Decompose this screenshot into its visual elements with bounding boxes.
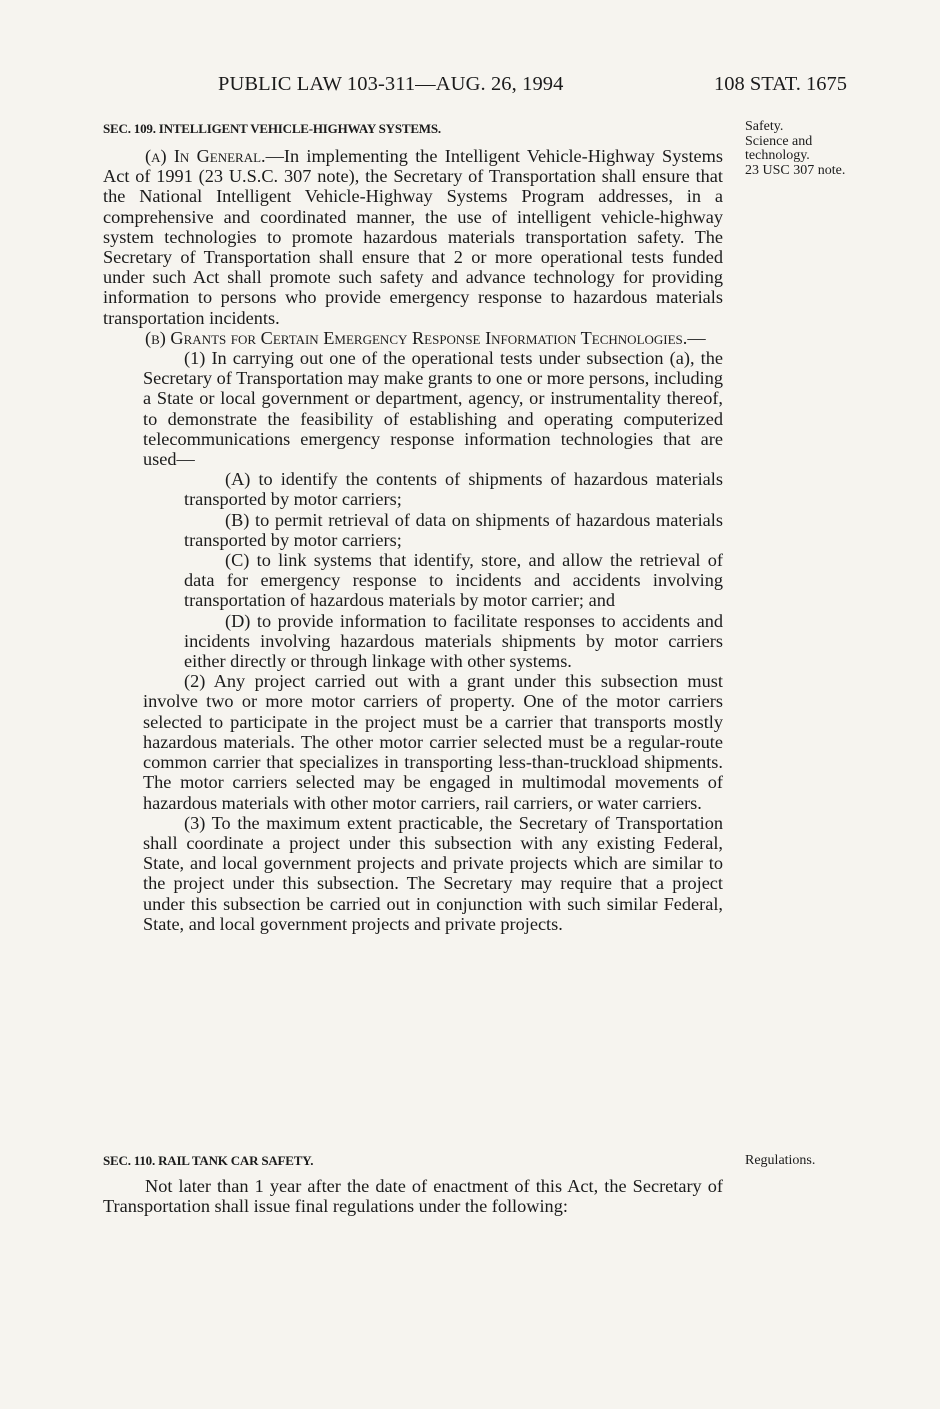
clause-A-text: (A) to identify the contents of shipments of hazardous materials transported by motor carriers; <box>184 469 723 510</box>
subsection-b-dash: — <box>687 327 706 348</box>
subsection-b-label: (b) Grants for Certain Emergency Response Information Technologies. <box>145 327 688 348</box>
section-109-heading: SEC. 109. INTELLIGENT VEHICLE-HIGHWAY SYSTEMS. <box>103 121 441 136</box>
margin-note-usc: 23 USC 307 note. <box>745 162 846 178</box>
section-110-text: Not later than 1 year after the date of enactment of this Act, the Secretary of Transportation shall issue final regulations under the following: <box>103 1176 723 1217</box>
paragraph-b2-text: (2) Any project carried out with a grant under this subsection must involve two or more motor carriers of property. One of the motor carriers selected to participate in the project must be a carrier that transports mostly hazardous materials. The other motor carrier selected must be a regular-route common carrier that specializes in transporting less-than-truckload shipments. The motor carriers selected may be engaged in multimodal movements of hazardous materials with other motor carriers, rail carriers, or water carriers. <box>143 671 723 813</box>
statute-page-number: 108 STAT. 1675 <box>714 73 847 95</box>
subsection-b-heading <box>103 328 723 348</box>
page-header <box>0 73 940 103</box>
public-law-citation: PUBLIC LAW 103-311—AUG. 26, 1994 <box>218 73 564 95</box>
paragraph-b3 <box>103 813 723 934</box>
paragraph-b3-text: (3) To the maximum extent practicable, the Secretary of Transportation shall coordinate a project under this subsection with any existing Federal, State, and local government projects and private projects which are similar to the project under this subsection. The Secretary may require that a project under this subsection be carried out in conjunction with such similar Federal, State, and local government projects and private projects. <box>143 812 723 934</box>
clause-B <box>103 510 723 550</box>
margin-note-science: Science and technology. <box>745 133 813 163</box>
subsection-a <box>103 146 723 328</box>
clause-B-text: (B) to permit retrieval of data on shipments of hazardous materials transported by motor carriers; <box>184 509 723 550</box>
margin-note-safety: Safety. <box>745 119 784 134</box>
paragraph-b2 <box>103 671 723 812</box>
subsection-a-text: —In implementing the Intelligent Vehicle-Highway Systems Act of 1991 (23 U.S.C. 307 note), the Secretary of Transportation shall ensure that the National Intelligent Vehicle-Highway Systems Program addresses, in a comprehensive and coordinated manner, the use of intelligent vehicle-highway system technologies to promote hazardous materials transportation safety. The Secretary of Transportation shall ensure that 2 or more operational tests funded under such Act shall promote such safety and advance technology for providing information to persons who provide emergency response to hazardous materials transportation incidents. <box>103 146 723 328</box>
subsection-a-label: (a) In General. <box>145 146 266 166</box>
clause-A <box>103 469 723 509</box>
clause-D <box>103 611 723 672</box>
paragraph-b1-text: (1) In carrying out one of the operational tests under subsection (a), the Secretary of Transportation may make grants to one or more persons, including a State or local government or department, agency, or instrumentality thereof, to demonstrate the feasibility of establishing and operating computerized telecommunications emergency response information technologies that are used— <box>143 348 723 470</box>
section-109-margin-notes <box>745 120 895 178</box>
section-110-body <box>103 1176 723 1216</box>
paragraph-b1 <box>103 348 723 469</box>
clause-C-text: (C) to link systems that identify, store, and allow the retrieval of data for emergency response to incidents and accidents involving transportation of hazardous materials by motor carrier; and <box>184 550 723 611</box>
section-110-margin-note: Regulations. <box>745 1153 816 1168</box>
section-110-heading: SEC. 110. RAIL TANK CAR SAFETY. <box>103 1153 314 1168</box>
section-109-body <box>103 146 723 934</box>
clause-C <box>103 550 723 611</box>
clause-D-text: (D) to provide information to facilitate responses to accidents and incidents involving hazardous materials shipments by motor carriers either directly or through linkage with other systems. <box>184 610 723 672</box>
